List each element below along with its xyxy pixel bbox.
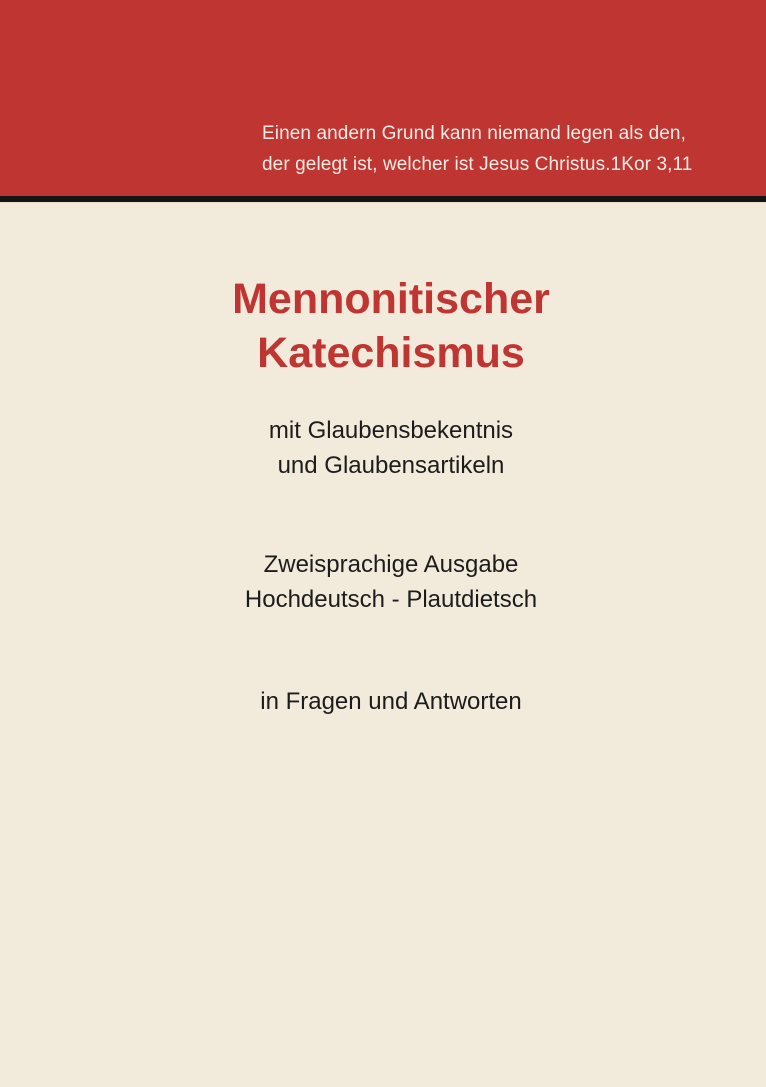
book-title [8,272,766,380]
subtitle-format-line-1: in Fragen und Antworten [260,688,522,715]
subtitle-edition [8,547,766,617]
subtitle-format [8,684,766,719]
title-line-1: Mennonitischer [232,275,550,323]
subtitle-edition-line-2: Hochdeutsch - Plautdietsch [244,586,538,613]
bible-verse-motto [262,118,762,180]
subtitle-contents-line-1: mit Glaubensbekentnis [268,417,514,444]
subtitle-contents [8,413,766,483]
title-line-2: Katechismus [257,329,525,377]
motto-line-2: der gelegt ist, welcher ist Jesus Christus.1Kor 3,11 [262,154,693,175]
header-divider-gap [0,202,766,203]
subtitle-contents-line-2: und Glaubensartikeln [277,452,505,479]
subtitle-edition-line-1: Zweisprachige Ausgabe [263,551,519,578]
motto-line-1: Einen andern Grund kann niemand legen als den, [262,123,686,144]
